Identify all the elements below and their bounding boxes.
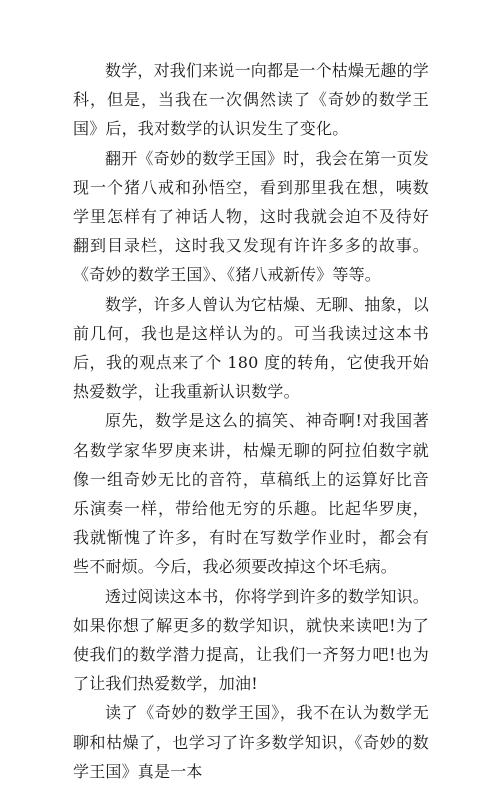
article-body [73, 56, 429, 786]
paragraph-2: 翻开《奇妙的数学王国》时，我会在第一页发现一个猪八戒和孙悟空，看到那里我在想，咦数学里怎样有了神话人物，这时我就会迫不及待好翻到目录栏，这时我又发现有许许多多的故事。《奇妙的数学王国》、《猪八戒新传》等等。 [73, 148, 430, 285]
paragraph-3: 数学，许多人曾认为它枯燥、无聊、抽象，以前几何，我也是这样认为的。可当我读过这本书后，我的观点来了个 180 度的转角，它使我开始热爱数学，让我重新认识数学。 [73, 294, 430, 402]
paragraph-1: 数学，对我们来说一向都是一个枯燥无趣的学科，但是，当我在一次偶然读了《奇妙的数学王国》后，我对数学的认识发生了变化。 [73, 61, 430, 139]
paragraph-6: 读了《奇妙的数学王国》，我不在认为数学无聊和枯燥了，也学习了许多数学知识，《奇妙的数学王国》真是一本 [73, 703, 429, 781]
paragraph-4: 原先，数学是这么的搞笑、神奇啊!对我国著名数学家华罗庚来讲，枯燥无聊的阿拉伯数字就像一组奇妙无比的音符，草稿纸上的运算好比音乐演奏一样，带给他无穷的乐趣。比起华罗庚，我就惭愧了许多，有时在写数学作业时，都会有些不耐烦。今后，我必须要改掉这个坏毛病。 [73, 411, 429, 577]
paragraph-5: 透过阅读这本书，你将学到许多的数学知识。如果你想了解更多的数学知识，就快来读吧!为了使我们的数学潜力提高，让我们一齐努力吧!也为了让我们热爱数学，加油! [73, 586, 430, 694]
